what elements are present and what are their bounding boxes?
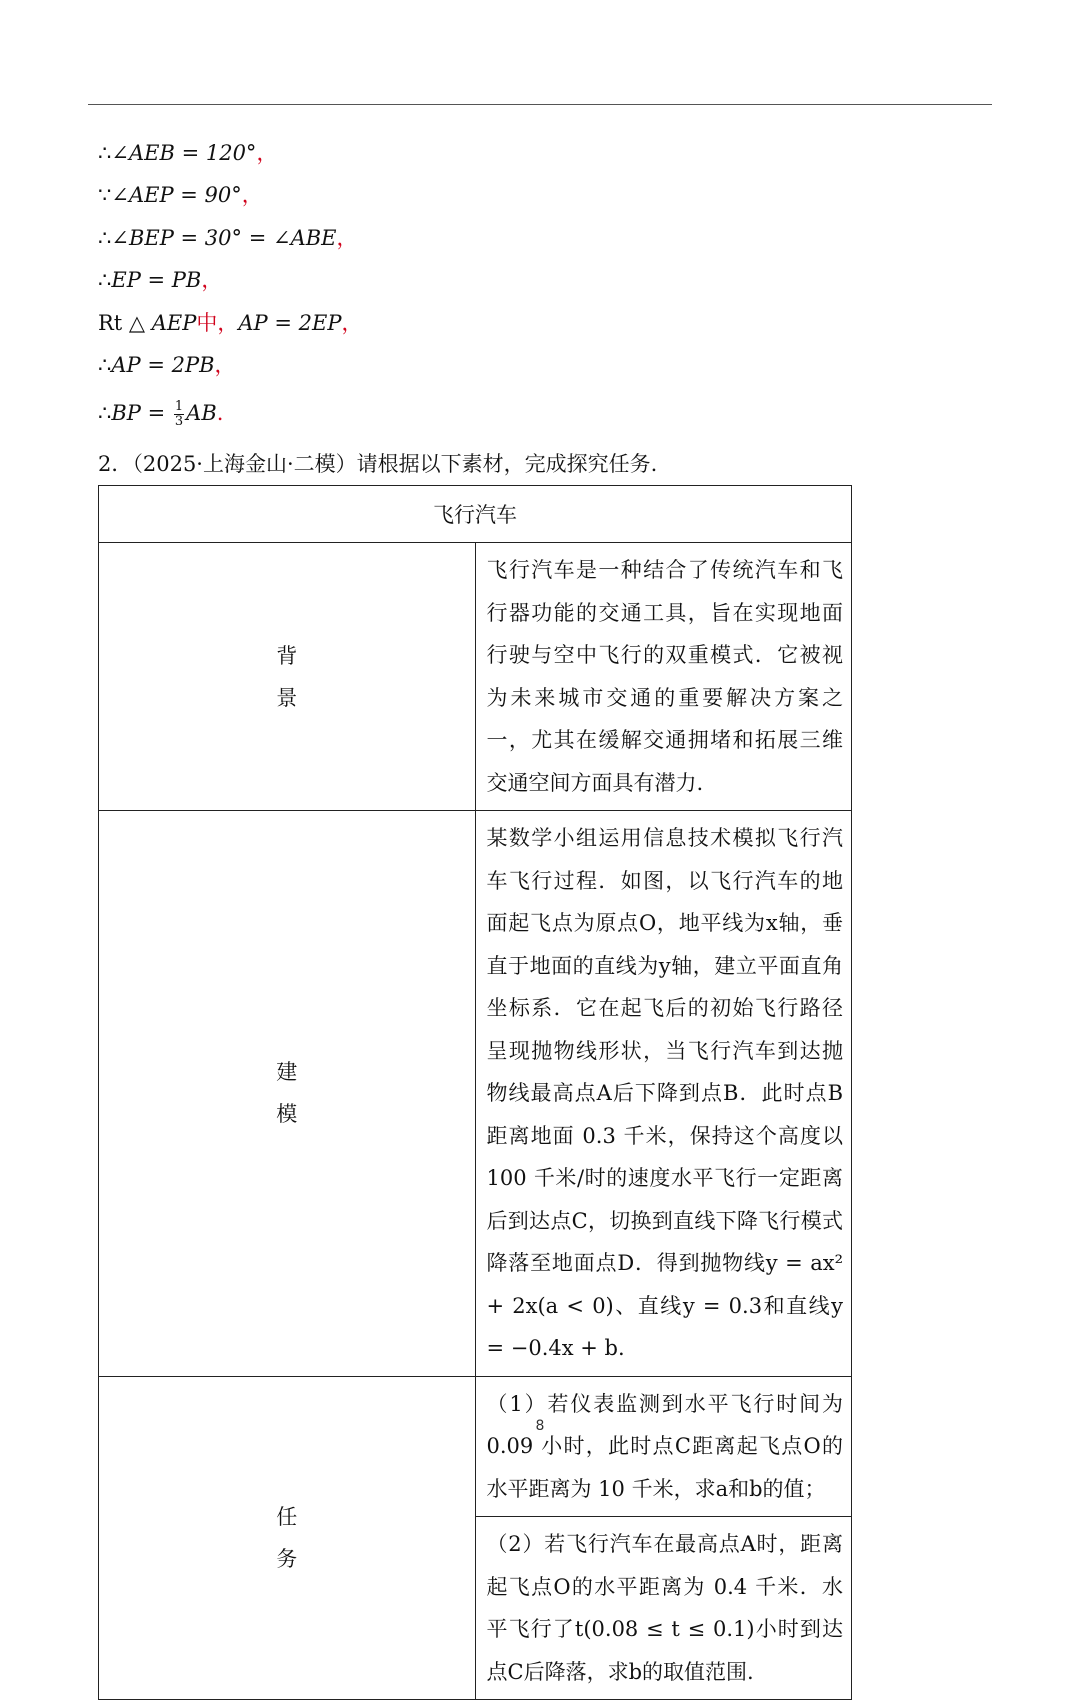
page-number: 8 [535, 1418, 545, 1434]
fraction-one-third: $\frac{1}{3}$ [174, 399, 184, 429]
background-row [99, 543, 852, 811]
solution-line-5: Rt △ AEP中，AP = 2EP， [98, 311, 363, 335]
table-title-row [99, 486, 852, 543]
solution-line-4: ∴EP = PB， [98, 268, 223, 292]
task-1-text: （1）若仪表监测到水平飞行时间为 0.09 小时，此时点C距离起飞点O的水平距离为 10 千米，求a和b的值； [475, 1376, 852, 1517]
materials-table [98, 485, 852, 1700]
solution-line-3: ∴∠BEP = 30° = ∠ABE， [98, 226, 358, 250]
background-text: 飞行汽车是一种结合了传统汽车和飞行器功能的交通工具，旨在实现地面行驶与空中飞行的双重模式．它被视为未来城市交通的重要解决方案之一，尤其在缓解交通拥堵和拓展三维交通空间方面具有潜力. [475, 543, 852, 811]
solution-line-1: ∴∠AEB = 120°， [98, 141, 278, 165]
model-label: 建 模 [99, 811, 476, 1377]
solution-line-7: ∴BP = $\frac{1}{3}$ AB. [98, 399, 224, 429]
header-rule [88, 104, 992, 105]
model-row [99, 811, 852, 1377]
task-label: 任 务 [99, 1376, 476, 1700]
table-title: 飞行汽车 [99, 486, 852, 543]
task-row-1 [99, 1376, 852, 1517]
model-text: 某数学小组运用信息技术模拟飞行汽车飞行过程．如图，以飞行汽车的地面起飞点为原点O，地平线为x轴，垂直于地面的直线为y轴，建立平面直角坐标系．它在起飞后的初始飞行路径呈现抛物线形状，当飞行汽车到达抛物线最高点A后下降到点B．此时点B距离地面 0.3 千米，保持这个高度以 100 千米/时的速度水平飞行一定距离后到达点C，切换到直线下降飞行模式降落至地面点D．得到抛物线y = ax² + 2x(a < 0)、直线y = 0.3和直线y = −0.4x + b. [475, 811, 852, 1377]
solution-line-2: ∵∠AEP = 90°， [98, 183, 263, 207]
solution-line-6: ∴AP = 2PB， [98, 353, 236, 377]
problem-intro: 2．（2025·上海金山·二模）请根据以下素材，完成探究任务. [98, 452, 658, 476]
task-2-text: （2）若飞行汽车在最高点A时，距离起飞点O的水平距离为 0.4 千米．水平飞行了t(0.08 ≤ t ≤ 0.1)小时到达点C后降落，求b的取值范围. [475, 1517, 852, 1700]
background-label: 背 景 [99, 543, 476, 811]
